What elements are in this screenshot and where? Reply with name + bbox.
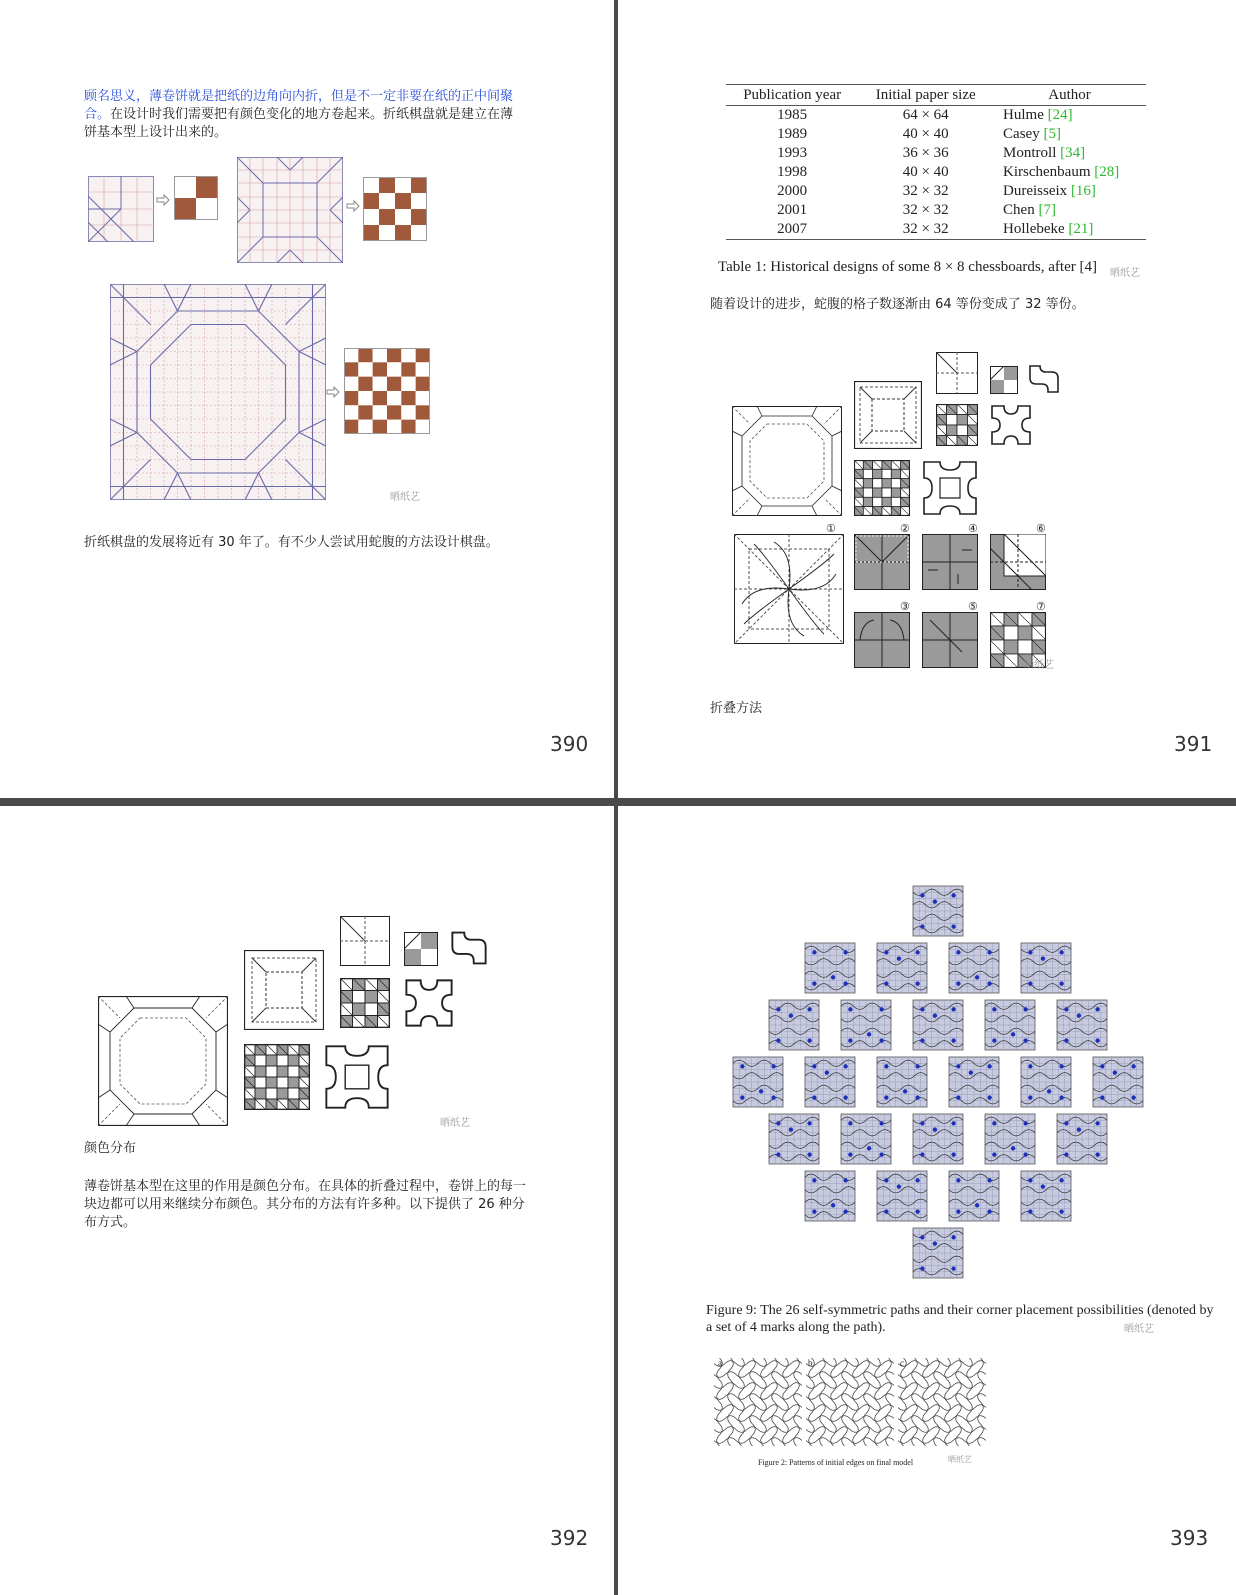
small-caption: Figure 2: Patterns of initial edges on final model xyxy=(758,1458,914,1467)
table-caption: Table 1: Historical designs of some 8 × 8 chessboards, after [4] xyxy=(718,259,1097,275)
path-tile xyxy=(1021,943,1071,993)
year-cell: 2001 xyxy=(777,202,808,218)
board-square xyxy=(873,479,882,488)
shaded-board-4x4 xyxy=(340,978,390,1028)
path-tile xyxy=(1093,1057,1143,1107)
board-square xyxy=(288,1055,299,1066)
page-number: 391 xyxy=(1174,732,1213,756)
board-square xyxy=(416,391,430,405)
board-square xyxy=(344,405,358,419)
board-square xyxy=(401,405,415,419)
year-cell: 2000 xyxy=(777,183,808,199)
path-tile xyxy=(1057,1000,1107,1050)
body-paragraph: 随着设计的进步，蛇腹的格子数逐渐由 64 等份变成了 32 等份。 xyxy=(710,297,1085,312)
year-cell: 1993 xyxy=(777,145,808,161)
history-table xyxy=(726,84,1146,240)
shaded-board-6x6 xyxy=(244,1044,310,1110)
page-number: 392 xyxy=(550,1526,589,1550)
page-392 xyxy=(0,806,614,1595)
board-square xyxy=(947,415,958,426)
path-tile xyxy=(913,1000,963,1050)
self-symmetric-paths-figure xyxy=(718,884,1158,1294)
footer-label: 折叠方法 xyxy=(710,701,763,716)
board-square xyxy=(358,362,372,376)
board-square xyxy=(401,362,415,376)
citation-link[interactable]: [24] xyxy=(1047,107,1073,123)
board-square xyxy=(873,488,882,497)
board-square xyxy=(373,420,387,434)
board-square xyxy=(882,469,891,478)
board-square xyxy=(416,405,430,419)
sub-label: b xyxy=(808,1358,813,1368)
size-cell: 32 × 32 xyxy=(902,183,949,199)
preliminary-fold xyxy=(854,381,922,449)
board-square xyxy=(891,479,900,488)
author-name: Montroll xyxy=(1003,145,1057,161)
author-cell xyxy=(993,125,1146,144)
table-header: Initial paper size xyxy=(858,85,993,106)
watermark: 晒纸艺 xyxy=(1110,268,1140,279)
step-number: ⑦ xyxy=(1036,601,1046,613)
citation-link[interactable]: [7] xyxy=(1038,202,1056,218)
table-row xyxy=(726,201,1146,220)
board-square xyxy=(401,348,415,362)
board-square xyxy=(863,479,872,488)
page-391 xyxy=(618,0,1236,798)
step-2-diagram xyxy=(854,534,910,590)
page-number: 390 xyxy=(550,732,589,756)
citation-link[interactable]: [5] xyxy=(1043,126,1061,142)
watermark: 晒纸艺 xyxy=(440,1118,470,1129)
page-390 xyxy=(0,0,614,798)
author-cell xyxy=(993,182,1146,201)
path-shape-small xyxy=(1028,364,1060,394)
table-header-row xyxy=(726,85,1146,106)
step-6-diagram xyxy=(990,534,1046,590)
board-square xyxy=(891,488,900,497)
board-square xyxy=(882,497,891,506)
board-square xyxy=(957,415,968,426)
board-square xyxy=(416,362,430,376)
path-tile xyxy=(769,1000,819,1050)
year-cell: 1989 xyxy=(777,126,808,142)
board-square xyxy=(277,1088,288,1099)
board-square xyxy=(365,991,378,1004)
chessboard-4x4 xyxy=(363,177,427,241)
size-cell: 36 × 36 xyxy=(902,145,949,161)
board-square xyxy=(387,420,401,434)
board-square xyxy=(365,1003,378,1016)
sub-label: a xyxy=(718,1358,722,1368)
path-tile xyxy=(949,1171,999,1221)
path-tile xyxy=(877,1171,927,1221)
citation-link[interactable]: [34] xyxy=(1060,145,1086,161)
board-square xyxy=(947,425,958,436)
author-name: Casey xyxy=(1003,126,1040,142)
watermark: 晒纸艺 xyxy=(390,492,420,503)
citation-link[interactable]: [28] xyxy=(1094,164,1120,180)
path-shape-cross xyxy=(990,404,1032,446)
intro-paragraph xyxy=(84,88,524,142)
path-tile xyxy=(949,943,999,993)
waterbomb-crease-pattern xyxy=(732,406,842,516)
square-fold xyxy=(936,352,978,394)
path-shape-small xyxy=(450,930,488,966)
board-square xyxy=(882,479,891,488)
path-tile xyxy=(805,1171,855,1221)
board-square xyxy=(358,420,372,434)
board-square xyxy=(344,391,358,405)
watermark: 晒纸艺 xyxy=(1124,1324,1154,1335)
path-tile xyxy=(913,886,963,936)
board-square xyxy=(266,1077,277,1088)
author-cell xyxy=(993,201,1146,220)
board-square xyxy=(358,405,372,419)
board-square xyxy=(863,497,872,506)
path-tile xyxy=(877,1057,927,1107)
year-cell: 1998 xyxy=(777,164,808,180)
step-3-diagram xyxy=(854,612,910,668)
table-row xyxy=(726,163,1146,182)
board-square xyxy=(277,1077,288,1088)
board-square xyxy=(277,1066,288,1077)
board-square xyxy=(387,405,401,419)
board-square xyxy=(344,348,358,362)
board-square xyxy=(1004,626,1018,640)
path-tile xyxy=(805,1057,855,1107)
author-name: Dureisseix xyxy=(1003,183,1068,199)
size-cell: 32 × 32 xyxy=(858,220,993,240)
path-tile xyxy=(733,1057,783,1107)
board-square xyxy=(288,1066,299,1077)
board-square xyxy=(416,420,430,434)
board-square xyxy=(401,420,415,434)
board-square xyxy=(387,348,401,362)
board-square xyxy=(1018,626,1032,640)
board-square xyxy=(891,497,900,506)
step-4-diagram xyxy=(922,534,978,590)
path-tile xyxy=(985,1000,1035,1050)
sub-label: c xyxy=(900,1358,904,1368)
path-shape-large xyxy=(324,1044,390,1110)
board-square xyxy=(353,1003,366,1016)
year-cell: 2007 xyxy=(726,220,858,240)
step-number: ③ xyxy=(900,601,910,613)
author-name: Hollebeke xyxy=(1003,221,1065,237)
edge-pattern-c xyxy=(898,1358,986,1446)
board-square xyxy=(401,391,415,405)
edge-pattern-a xyxy=(714,1358,802,1446)
board-square xyxy=(373,348,387,362)
table-header: Author xyxy=(993,85,1146,106)
board-square xyxy=(358,348,372,362)
intro-blue-text: 顾名思义，薄卷饼就是把纸的边角向内折，但是不一定非要在纸的正中间聚合。 xyxy=(84,89,514,122)
board-square xyxy=(387,362,401,376)
step-number: ⑤ xyxy=(968,601,978,613)
board-square xyxy=(288,1077,299,1088)
path-tile xyxy=(841,1114,891,1164)
body-paragraph: 折纸棋盘的发展将近有 30 年了。有不少人尝试用蛇腹的方法设计棋盘。 xyxy=(84,535,499,550)
board-square xyxy=(873,497,882,506)
shaded-square-2x2 xyxy=(990,366,1018,394)
preliminary-fold xyxy=(244,950,324,1030)
board-square xyxy=(358,391,372,405)
watermark: 晒纸艺 xyxy=(948,1455,972,1464)
board-square xyxy=(353,991,366,1004)
intro-rest-text: 在设计时我们需要把有颜色变化的地方卷起来。折纸棋盘就是建立在薄饼基本型上设计出来的。 xyxy=(84,107,514,140)
path-tile xyxy=(769,1114,819,1164)
board-square xyxy=(344,420,358,434)
path-tile xyxy=(949,1057,999,1107)
board-square xyxy=(882,488,891,497)
step-number: ⑥ xyxy=(1036,523,1046,535)
author-cell xyxy=(993,220,1146,240)
size-cell: 40 × 40 xyxy=(902,126,949,142)
board-square xyxy=(416,377,430,391)
size-cell: 32 × 32 xyxy=(902,202,949,218)
path-tile xyxy=(805,943,855,993)
figure-label: 颜色分布 xyxy=(84,1141,137,1156)
path-shape-large xyxy=(922,460,978,516)
author-cell xyxy=(993,106,1146,126)
shaded-board-4x4 xyxy=(936,404,978,446)
board-square xyxy=(863,469,872,478)
board-square xyxy=(358,377,372,391)
chessboard-6x6 xyxy=(344,348,430,434)
page-number: 393 xyxy=(1170,1526,1209,1550)
board-square xyxy=(873,469,882,478)
figure-caption: Figure 9: The 26 self-symmetric paths and their corner placement possibilities (denoted by a set of 4 marks along the path). xyxy=(706,1303,1214,1335)
path-tile xyxy=(877,943,927,993)
table-row xyxy=(726,125,1146,144)
path-shape-cross xyxy=(404,978,454,1028)
board-square xyxy=(957,425,968,436)
board-square xyxy=(373,405,387,419)
step-number: ① xyxy=(826,523,836,535)
board-square xyxy=(266,1088,277,1099)
table-header: Publication year xyxy=(726,85,858,106)
board-square xyxy=(255,1088,266,1099)
author-name: Hulme xyxy=(1003,107,1044,123)
table-row xyxy=(726,220,1146,240)
size-cell: 64 × 64 xyxy=(902,107,949,123)
board-square xyxy=(255,1066,266,1077)
board-square xyxy=(891,469,900,478)
citation-link[interactable]: [16] xyxy=(1070,183,1096,199)
watermark: 晒纸艺 xyxy=(1024,660,1054,671)
board-square xyxy=(344,362,358,376)
board-square xyxy=(373,362,387,376)
author-name: Chen xyxy=(1003,202,1035,218)
board-square xyxy=(255,1055,266,1066)
square-fold xyxy=(340,916,390,966)
step-5-diagram xyxy=(922,612,978,668)
page-393 xyxy=(618,806,1236,1595)
shaded-board-6x6 xyxy=(854,460,910,516)
board-square xyxy=(401,377,415,391)
board-square xyxy=(863,488,872,497)
arrow-icon xyxy=(156,194,170,206)
body-paragraph: 薄卷饼基本型在这里的作用是颜色分布。在具体的折叠过程中，卷饼上的每一块边都可以用来继续分布颜色。其分布的方法有许多种。以下提供了 26 种分布方式。 xyxy=(84,1179,527,1230)
board-square xyxy=(277,1055,288,1066)
board-square xyxy=(1004,640,1018,654)
arrow-icon xyxy=(326,386,340,398)
board-square xyxy=(266,1055,277,1066)
path-tile xyxy=(1057,1114,1107,1164)
path-tile xyxy=(913,1114,963,1164)
chessboard-2x2 xyxy=(174,176,218,220)
edge-pattern-b xyxy=(806,1358,894,1446)
year-cell: 1985 xyxy=(777,107,808,123)
size-cell: 40 × 40 xyxy=(902,164,949,180)
crease-pattern-medium xyxy=(237,157,343,263)
board-square xyxy=(288,1088,299,1099)
arrow-icon xyxy=(346,200,360,212)
board-square xyxy=(1018,640,1032,654)
board-square xyxy=(266,1066,277,1077)
crease-pattern-large xyxy=(110,284,326,500)
board-square xyxy=(387,391,401,405)
shaded-square-2x2 xyxy=(404,932,438,966)
path-tile xyxy=(913,1228,963,1278)
path-tile xyxy=(1021,1057,1071,1107)
board-square xyxy=(373,391,387,405)
author-cell xyxy=(993,163,1146,182)
board-square xyxy=(416,348,430,362)
author-cell xyxy=(993,144,1146,163)
horizontal-divider xyxy=(0,798,1236,806)
board-square xyxy=(387,377,401,391)
step-number: ② xyxy=(900,523,910,535)
path-tile xyxy=(985,1114,1035,1164)
board-square xyxy=(373,377,387,391)
waterbomb-crease-pattern-large xyxy=(98,996,228,1126)
author-name: Kirschenbaum xyxy=(1003,164,1091,180)
crease-pattern-small xyxy=(88,176,154,242)
board-square xyxy=(255,1077,266,1088)
table-row xyxy=(726,182,1146,201)
table-row xyxy=(726,144,1146,163)
step-number: ④ xyxy=(968,523,978,535)
twist-crease-diagram xyxy=(734,534,844,644)
path-tile xyxy=(1021,1171,1071,1221)
board-square xyxy=(344,377,358,391)
table-row xyxy=(726,106,1146,126)
path-tile xyxy=(841,1000,891,1050)
citation-link[interactable]: [21] xyxy=(1068,221,1094,237)
